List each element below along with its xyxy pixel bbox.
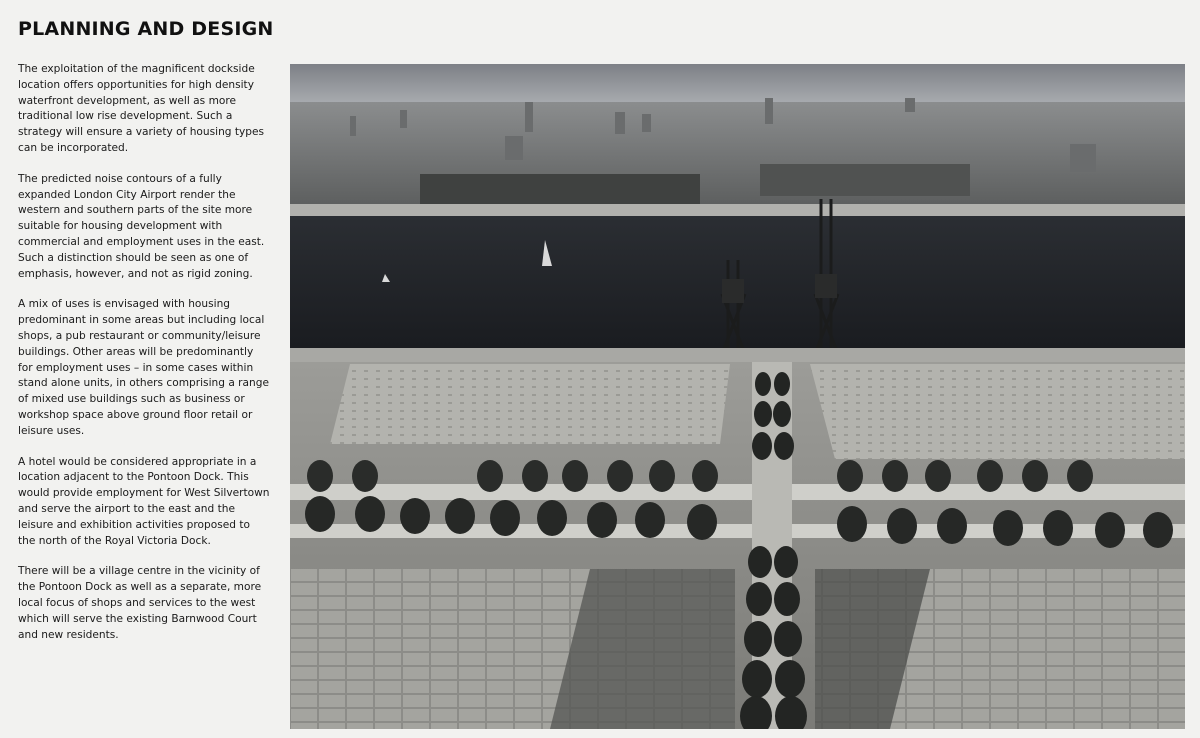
- near-quay: [290, 348, 1185, 362]
- body-text: [18, 62, 270, 658]
- sky: [290, 64, 1185, 104]
- aerial-photo: [290, 64, 1185, 729]
- cleared-plot-east: [810, 364, 1185, 459]
- paragraph-housing-types: The exploitation of the magnificent dockside location offers opportunities for high density waterfront development, as well as more traditional low rise development. Such a strategy will ensure a variety of housing types can be incorporated.: [18, 63, 265, 154]
- cleared-plot-west: [330, 364, 730, 444]
- paragraph-noise-contours: The predicted noise contours of a fully expanded London City Airport render the western and southern parts of the site more suitable for housing development with commercial and employment uses in the east. Such a distinction should be seen as one of emphasis, however, and not as rigid zoning.: [18, 172, 265, 280]
- boulevard-road: [290, 484, 1185, 500]
- aerial-photo-illustration: [290, 64, 1185, 729]
- paragraph-mixed-uses: A mix of uses is envisaged with housing predominant in some areas but including local shops, a pub restaurant or community/leisure buildings. Other areas will be predominantly for employment uses – in some cases within stand alone units, in others comprising a range of mixed use buildings such as business or workshop space above ground floor retail or leisure uses.: [18, 298, 269, 437]
- page-title: PLANNING AND DESIGN: [18, 18, 274, 40]
- paragraph-hotel: A hotel would be considered appropriate in a location adjacent to the Pontoon Dock. This would provide employment for West Silvertown and serve the airport to the east and the leisure and exhibition activities proposed to the north of the Royal Victoria Dock.: [18, 455, 270, 547]
- paragraph-village-centre: There will be a village centre in the vicinity of the Pontoon Dock as well as a separate, more local focus of shops and services to the west which will serve the existing Barnwood Court and new residents.: [18, 565, 262, 641]
- far-quay: [290, 204, 1185, 218]
